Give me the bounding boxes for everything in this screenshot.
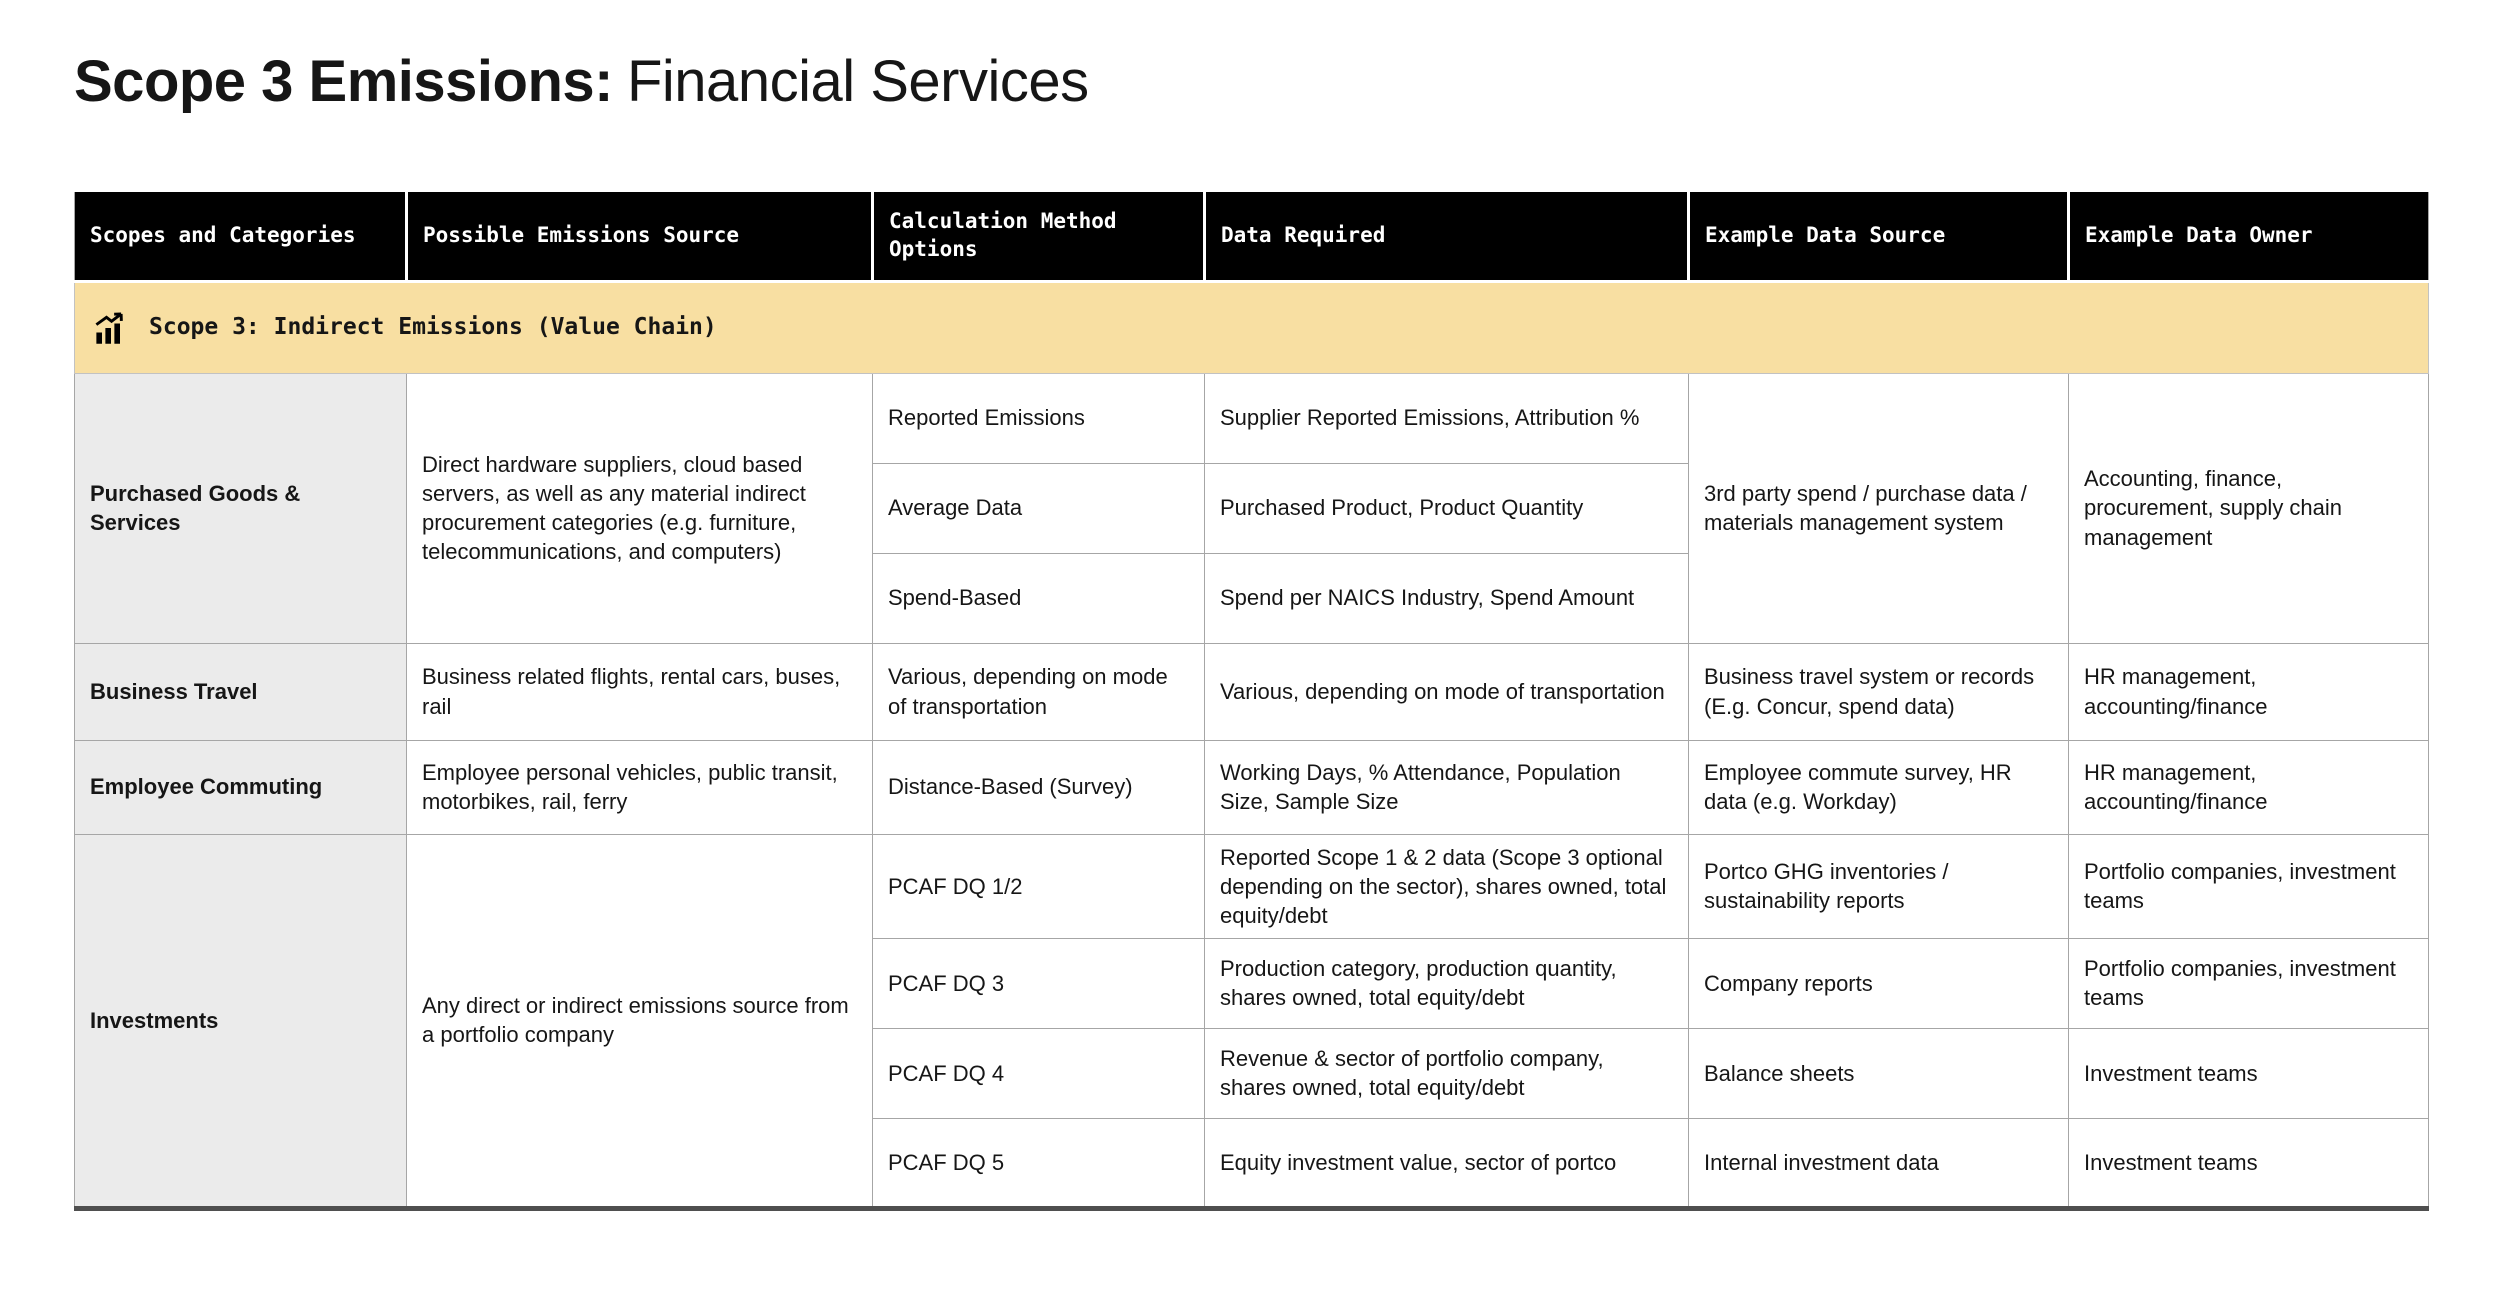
col-header-example-data-owner: Example Data Owner [2069, 192, 2429, 281]
col-header-calculation-method-options: Calculation Method Options [873, 192, 1205, 281]
category-cell-investments: Investments [75, 834, 407, 1208]
source-cell: Direct hardware suppliers, cloud based servers, as well as any material indirect procurement categories (e.g. furniture, telecommunications, and computers) [407, 373, 873, 643]
data-required-cell: Working Days, % Attendance, Population Size, Sample Size [1205, 740, 1689, 834]
data-source-cell: Company reports [1689, 938, 2069, 1028]
data-source-cell: Portco GHG inventories / sustainability reports [1689, 834, 2069, 938]
category-cell-employee-commuting: Employee Commuting [75, 740, 407, 834]
col-header-scopes-and-categories: Scopes and Categories [75, 192, 407, 281]
page-title-bold: Scope 3 Emissions: [74, 49, 613, 114]
data-owner-cell: Accounting, finance, procurement, supply chain management [2069, 373, 2429, 643]
data-required-cell: Supplier Reported Emissions, Attribution % [1205, 373, 1689, 463]
data-required-cell: Reported Scope 1 & 2 data (Scope 3 optional depending on the sector), shares owned, total equity/debt [1205, 834, 1689, 938]
table-row [75, 740, 2429, 834]
data-required-cell: Revenue & sector of portfolio company, shares owned, total equity/debt [1205, 1028, 1689, 1118]
method-cell: PCAF DQ 1/2 [873, 834, 1205, 938]
method-cell: PCAF DQ 5 [873, 1118, 1205, 1208]
col-header-data-required: Data Required [1205, 192, 1689, 281]
method-cell: PCAF DQ 4 [873, 1028, 1205, 1118]
data-required-cell: Equity investment value, sector of portco [1205, 1118, 1689, 1208]
data-owner-cell: Portfolio companies, investment teams [2069, 834, 2429, 938]
category-cell-purchased-goods: Purchased Goods & Services [75, 373, 407, 643]
data-source-cell: 3rd party spend / purchase data / materials management system [1689, 373, 2069, 643]
data-owner-cell: HR management, accounting/finance [2069, 643, 2429, 740]
data-source-cell: Internal investment data [1689, 1118, 2069, 1208]
header-row [75, 192, 2429, 281]
scope3-banner-row [75, 281, 2429, 373]
scope3-banner-cell [75, 281, 2429, 373]
data-source-cell: Business travel system or records (E.g. Concur, spend data) [1689, 643, 2069, 740]
method-cell: Spend-Based [873, 553, 1205, 643]
col-header-possible-emissions-source: Possible Emissions Source [407, 192, 873, 281]
method-cell: Distance-Based (Survey) [873, 740, 1205, 834]
col-header-example-data-source: Example Data Source [1689, 192, 2069, 281]
method-cell: Reported Emissions [873, 373, 1205, 463]
emissions-table [74, 192, 2429, 1211]
method-cell: Average Data [873, 463, 1205, 553]
category-cell-business-travel: Business Travel [75, 643, 407, 740]
data-required-cell: Various, depending on mode of transportation [1205, 643, 1689, 740]
page-title-regular: Financial Services [626, 49, 1089, 114]
data-required-cell: Purchased Product, Product Quantity [1205, 463, 1689, 553]
source-cell: Business related flights, rental cars, buses, rail [407, 643, 873, 740]
table-row [75, 373, 2429, 463]
data-required-cell: Production category, production quantity, shares owned, total equity/debt [1205, 938, 1689, 1028]
data-owner-cell: Investment teams [2069, 1028, 2429, 1118]
data-required-cell: Spend per NAICS Industry, Spend Amount [1205, 553, 1689, 643]
method-cell: PCAF DQ 3 [873, 938, 1205, 1028]
method-cell: Various, depending on mode of transportation [873, 643, 1205, 740]
table-row [75, 643, 2429, 740]
data-source-cell: Balance sheets [1689, 1028, 2069, 1118]
scope3-banner-label: Scope 3: Indirect Emissions (Value Chain) [149, 314, 717, 341]
source-cell: Employee personal vehicles, public transit, motorbikes, rail, ferry [407, 740, 873, 834]
page-title [74, 48, 1089, 115]
scope3-banner-content [93, 310, 2410, 346]
source-cell: Any direct or indirect emissions source from a portfolio company [407, 834, 873, 1208]
data-owner-cell: Portfolio companies, investment teams [2069, 938, 2429, 1028]
data-owner-cell: HR management, accounting/finance [2069, 740, 2429, 834]
table-row [75, 834, 2429, 938]
data-owner-cell: Investment teams [2069, 1118, 2429, 1208]
bar-chart-icon [93, 310, 129, 346]
data-source-cell: Employee commute survey, HR data (e.g. Workday) [1689, 740, 2069, 834]
